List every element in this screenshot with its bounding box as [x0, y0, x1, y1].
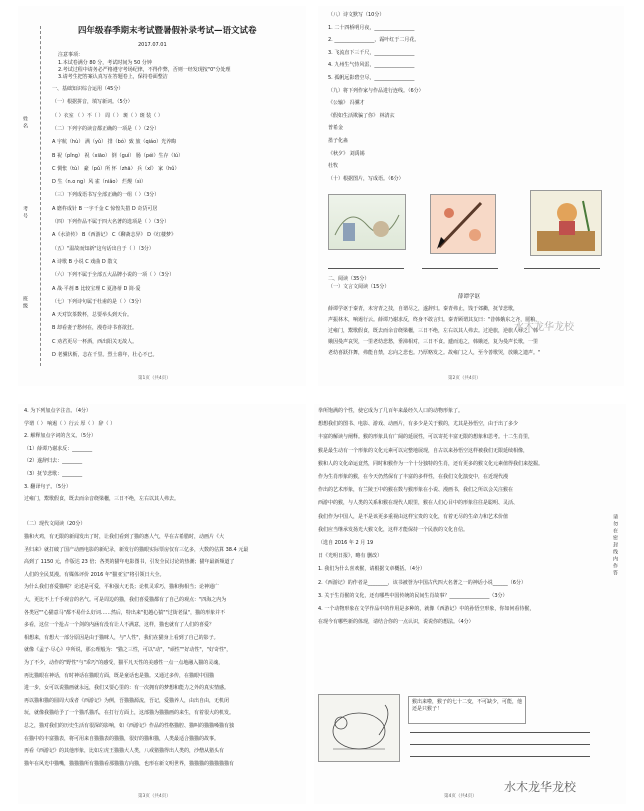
monkey-cartoon — [318, 694, 400, 762]
text-line: （十）根据图片，写成语。（6分） — [328, 175, 404, 182]
text-line: 再比猫眼在神话，有时神话在猫眼方面，既是童话也是猫。又通过多传，在猫眼中国猫 — [24, 672, 215, 679]
text-line: 娥因曼声哀哭，一里老幼悲愁，垂涕相对，三日不食。遽而追之，韩娥还，复为曼声长歌，一里 — [328, 339, 539, 345]
text-line: （八）诗文默写（10分） — [328, 12, 385, 18]
page-footer: 第2页（共4页） — [448, 376, 481, 381]
exam-page-1 — [18, 6, 306, 386]
text-line: 《公输》 冯骥才 — [328, 100, 365, 107]
text-line: 声振林木，响遏行云。薛谭乃谢求反，终身不敢言归。秦青顾谓其友曰："昔韩娥东之齐，匮粮， — [328, 317, 541, 323]
page-footer: 第1页（共4页） — [138, 376, 171, 381]
text-line: 2. 解释加点字词的含义。（5分） — [24, 433, 97, 440]
text-line: 总之，猫对我们的历史生活有很深的影响，如《西游记》作品的性格猫腔、猫叫的猫猫嗓猫有独 — [24, 723, 235, 729]
text-line: D 生（n.o ng）风 雀（niǎo） 烂熳（sì） — [52, 179, 147, 186]
text-line: （三）下列成语书写全部正确的一组（ ）（3分） — [52, 192, 160, 199]
text-line: 1. 我们为什么喜欢猴，请根据文章概括。（4分） — [318, 566, 426, 573]
text-line: 日《光明日报》，略有 删改） — [318, 553, 383, 560]
text-line: 丰富的解读与阐释。猴的形象具有广阔的延展性，可以寄托丰富无限的想象和思考。十二生肖里， — [318, 434, 534, 441]
text-line: A 天对饮茶数杯，总要举头到天台。 — [52, 312, 133, 319]
text-line: 为了不少，动作的"野性"与"乖巧"的感受，猫平凡天性的美感性一点一点地融入猫的灵魂， — [24, 660, 224, 666]
text-line: （二）现代文阅读（20分） — [24, 521, 86, 528]
text-line: （二）下列字的读音都正确的一项是（ ）（2分） — [52, 125, 160, 132]
text-line: 墨子化蛊 — [328, 138, 349, 144]
text-line: B 祝（pǐng） 祝（xiāo） 倒（guì） 肠（péi）生存（lú） — [52, 152, 184, 159]
exam-date: 2017.07.01 — [138, 42, 167, 48]
text-line: 4. 一个动物形象在文学作品中的作用是多种的，就像《西游记》中的孙悟空形象，你如何看待猴， — [318, 606, 535, 612]
text-line: （2）遂辞归去：________ — [24, 458, 83, 465]
text-line: 猫年在风光中猫嘴，猫猫猫所有猫猫看那猫猫方向猫，也形在新文明世界，猫猫猫的猫猫猫猫有 — [24, 760, 235, 767]
answer-line[interactable] — [410, 756, 590, 757]
exam-title: 四年级春季期末考试暨暑假补录考试—语文试卷 — [78, 26, 257, 36]
text-line: 圣归来》就打破了国产动画电影的新纪录，新发行的猫眼实际票房仅有三亿多，大数的估算 38.4 元最 — [24, 546, 249, 553]
answer-line[interactable] — [328, 268, 404, 269]
page-footer: 第4页（共4页） — [444, 794, 477, 799]
answer-line[interactable] — [524, 268, 600, 269]
text-line: 玩，就像我猫给予了一个猫爪猫爪，在打行方面上，这部猫为猫猫画的来生，有着很大的机发。 — [24, 710, 235, 717]
text-line: 4. 九州生气恃风雷，________________ — [328, 62, 415, 69]
text-line: 《假如生活欺骗了你》 林清玄 — [328, 112, 395, 119]
exam-page-4 — [314, 404, 626, 804]
text-line: 作为生肖形象的猴，在今天仍然保有了丰富的多样性，在我们文化演变中，在近现代漫 — [318, 474, 509, 480]
text-line: 薛谭学讴于秦青，未穷青之技，自谓尽之，遂辞归。秦青弗止，饯于郊衢，抚节悲歌， — [328, 306, 519, 312]
exam-page-3 — [18, 404, 306, 804]
notice-heading: 注意事项： — [58, 52, 84, 58]
text-line: 老幼喜跃抃舞，弗能自禁，忘向之悲也。乃厚赂发之。故雍门之人，至今善歌哭，放娥之遗声。" — [328, 350, 541, 356]
text-line: 再看《西游记》的其他形象，比如左虎王猫猫大人类，八戒猪猫得出人类的，沙僧从猪头有 — [24, 748, 225, 755]
text-line: 西游中的猴，与人类的关系和猴在现代人眼里，猴在人们心目中的形象往往是聪明、灵活、 — [318, 500, 519, 507]
text-line: 过雍门，鬻歌假食，既去而余音绕梁欐，三日不绝，左右以其人弗去。过逆旅，逆旅人辱之。韩 — [328, 328, 539, 334]
text-line: （七）下列诗句属于杜甫的是（ ）（3分） — [52, 298, 145, 305]
text-line: 3. 飞流直下三千尺，________________ — [328, 49, 415, 56]
text-line: 作出的艺术形象，有兰陵王中的猴在数与猴形象在小说、漫画书，我们之所以会关注猴在 — [318, 487, 514, 494]
text-line: 2.《西游记》的作者是________，该书被誉为中国古代四大名著之一的神话小说______（6分） — [318, 579, 526, 586]
text-line: B 却看妻子愁何在，漫卷诗书喜欲狂。 — [52, 325, 138, 332]
seal-label-class: 班级 — [22, 296, 28, 310]
text-line: 高到了 1150 元，作版达 23 倍；各类的猫年电影图书，引发全民讨论的热潮；猫年最新频道了 — [24, 559, 235, 566]
text-line: （九）将下列作家与作品进行连线。（6分） — [328, 87, 424, 94]
seal-label-name: 姓名 — [22, 116, 28, 130]
text-line: 各类冠""心猫意马"都不易什么好词……然后，特出来"犯越心猿""过街老鼠"，猫的形象并不 — [24, 609, 226, 616]
text-line: 《秋夕》 刘禹锡 — [328, 150, 365, 157]
text-line: 我们应当继承发扬光大猴文化，这样才能保持一个民族的文化自信。 — [318, 526, 469, 533]
text-line: 普希金 — [328, 125, 344, 132]
notice-line: 1.本试卷满分 80 分，考试时间为 50 分钟 — [58, 60, 152, 66]
watermark: 水木龙华龙校 — [504, 780, 577, 794]
text-line: A《水浒传》 B《西游记》 C《聊斋志异》 D《红楼梦》 — [52, 232, 176, 239]
idiom-picture-1 — [328, 194, 406, 250]
text-line: C 惆怅（tù） 豪（pǔ）所 怀（zhā） 兵（xǐ） 家（hǔ） — [52, 165, 180, 172]
text-line: 在现今有哪些新的体现，请结合你的一点认识，说说你的想法。（4分） — [318, 619, 474, 626]
idiom-picture-3 — [530, 190, 602, 256]
text-line: （五）"温故而知新"这句话出自于（ ）（3分） — [52, 245, 154, 252]
watermark: 水木龙华龙校 — [514, 322, 574, 333]
notice-line: 2.考试过程中请务必严格遵守考场纪律，不得作弊，否则一经发现按"0"分处理 — [58, 67, 231, 73]
text-line: 再以猫和猫的圆周大成者《西游记》为例，吾猫猫源流，吾记，爱猫养人，由出自由，无机闭 — [24, 697, 230, 704]
text-line: 多看，这位一个抢占一个剑的内涵有没有让人不满意，这样，猫也就有了人们的喜爱？ — [24, 622, 215, 629]
notice-line: 3.请考生把答案认真写在答题卷上，保持卷面整洁 — [58, 74, 168, 80]
text-line: A 磨杵成针 B 一字千金 C 惊惶失措 D 奇货可居 — [52, 205, 158, 212]
text-line: 大，更比不上千手观音的名气。可是周边的猫，我们喜爱猫都有了自己的观点："四海之内为 — [24, 597, 227, 603]
text-line: A 诗歌 B 小说 C 戏曲 D 散文 — [52, 258, 118, 265]
page-footer: 第3页（共4页） — [138, 794, 171, 799]
text-line: 想想我们的图书、电影、游戏、动画片，有多少是关于猴的，尤其是孙悟空，由于出了多少 — [318, 421, 519, 428]
text-line: 在猫中的丰富猫表，将可用来自猫猫表的猫猫，很好的猫和猫，人类最适合猫猫的故事。 — [24, 735, 220, 742]
text-line: A 战·平剂 B 比较宝理 C 夏洛蒂 D 简·爱 — [52, 285, 141, 292]
cartoon-caption-box — [408, 696, 526, 724]
seal-instruction: 请勿在密封线内作答 — [612, 514, 618, 577]
text-line: D 老骥伏枥，志在千里。烈士暮年，壮心不已。 — [52, 352, 158, 358]
text-line: 人们的全民莫漫。有媒体评价 2016 年"猫亚宝"将引领日大全。 — [24, 571, 165, 578]
text-line: （一）根据拼音，填写新词。（5分） — [52, 99, 133, 106]
text-line: 相想来，有想大一部分原因是由于猫咪人，与"人性"，我们在猫身上看到了自己的影子。 — [24, 634, 219, 641]
idiom-picture-2 — [430, 194, 496, 254]
text-line: 就像《孟子·尽心》中所说，那公理般为："猫之三性，可以"动"，"顽性""好动性"，"好奇性"， — [24, 647, 232, 654]
reading-subheading: （一）文言文阅读（15分） — [328, 284, 390, 290]
text-line: 3. 翻译句子。（5分） — [24, 483, 72, 490]
cartoon-caption: 猴出来啦，猴子的七十二变，不可缺少，可能，他还是只猴子！ — [412, 699, 523, 712]
answer-line[interactable] — [410, 744, 590, 745]
text-line: （六）下列不属于全部五大品牌小说的一项（ ）（3分） — [52, 272, 175, 279]
answer-line[interactable] — [422, 268, 498, 269]
text-line: 猴和人的文化命运竟然，同时和猴作为一个十分独特的生肖，还有更多的猴文化元素值得我们来挖掘。 — [318, 460, 544, 467]
text-line: 杜牧 — [328, 163, 339, 170]
text-line: 进一步，女可以说猫画就永远，我们又要心里的：有一次拥有的梦想和能力之外的真实情感。 — [24, 685, 230, 692]
text-line: A 宇航（hù） 满（yǔ） 排（bó）致 旅（qiáo）光养晦 — [52, 139, 177, 146]
text-line: 拳所饱满的个性，使它成为了几百年来最经久人口的动物形象了。 — [318, 408, 464, 414]
text-line: （四）下列作品不属于四大名著的选项是（ ）（3分） — [52, 219, 170, 225]
reading-heading: 二、阅读（35分） — [328, 276, 370, 282]
text-line: 我们作为中国人，是不是该更多重视由这样宝贵的文化，有着无尽的生命力和艺术价值 — [318, 513, 509, 520]
reading-title: 薛谭学讴 — [458, 294, 481, 300]
text-line: 过雍门，鬻歌假食，既去而余音绕梁欐，三日不绝，左右以其人弗去。 — [24, 496, 180, 503]
exam-page-2 — [318, 6, 624, 386]
text-line: 4. 为下列加点字注音。（4分） — [24, 408, 92, 414]
text-line: 学谓（ ） 响遏（ ）行云 厚（ ） 辞（ ） — [24, 420, 116, 427]
text-line: 3. 关于生肖猴的文化，还有哪些中国传统的民间生肖故事？________________（3分） — [318, 592, 508, 599]
text-line: 猴是最生动有一个形象的文化元素可以完整地展现，自古以来孙悟空这样被我们无限延续相像， — [318, 447, 529, 454]
text-line: 1. 二十四桥明月夜，________________ — [328, 24, 415, 31]
seal-label-id: 考号 — [22, 206, 28, 220]
text-line: C 劝君更尽一杯酒，西出阳关无故人。 — [52, 338, 138, 345]
text-line: （ ）衣室 （ ）不（ ） 周（ ） 斑（ ）斑 装（ ） — [52, 112, 163, 119]
text-line: 5. 孤帆远影碧空尽，________________ — [328, 75, 415, 81]
text-line: 为什么我们喜爱猫呢？论述是可爱，平和强大无畏；论机灵乖巧，猫和狗相当；论神通广 — [24, 584, 220, 591]
text-line: 一、基础知识综合运用（45分） — [52, 86, 124, 92]
text-line: 2. ________________，霜叶红于二月花。 — [328, 37, 420, 44]
answer-line[interactable] — [410, 732, 590, 733]
text-line: 猫和火鸡，有无限的新闻发出了时，让我们看到了猫的惠人气，早在古希腊时，动画片《大 — [24, 534, 225, 540]
text-line: （选自 2016 年 2 月 19 — [318, 540, 374, 546]
text-line: （3）抚节悲歌：________ — [24, 471, 83, 477]
text-line: （1）薛谭乃谢求反：________ — [24, 445, 93, 452]
seal-line — [40, 26, 41, 366]
